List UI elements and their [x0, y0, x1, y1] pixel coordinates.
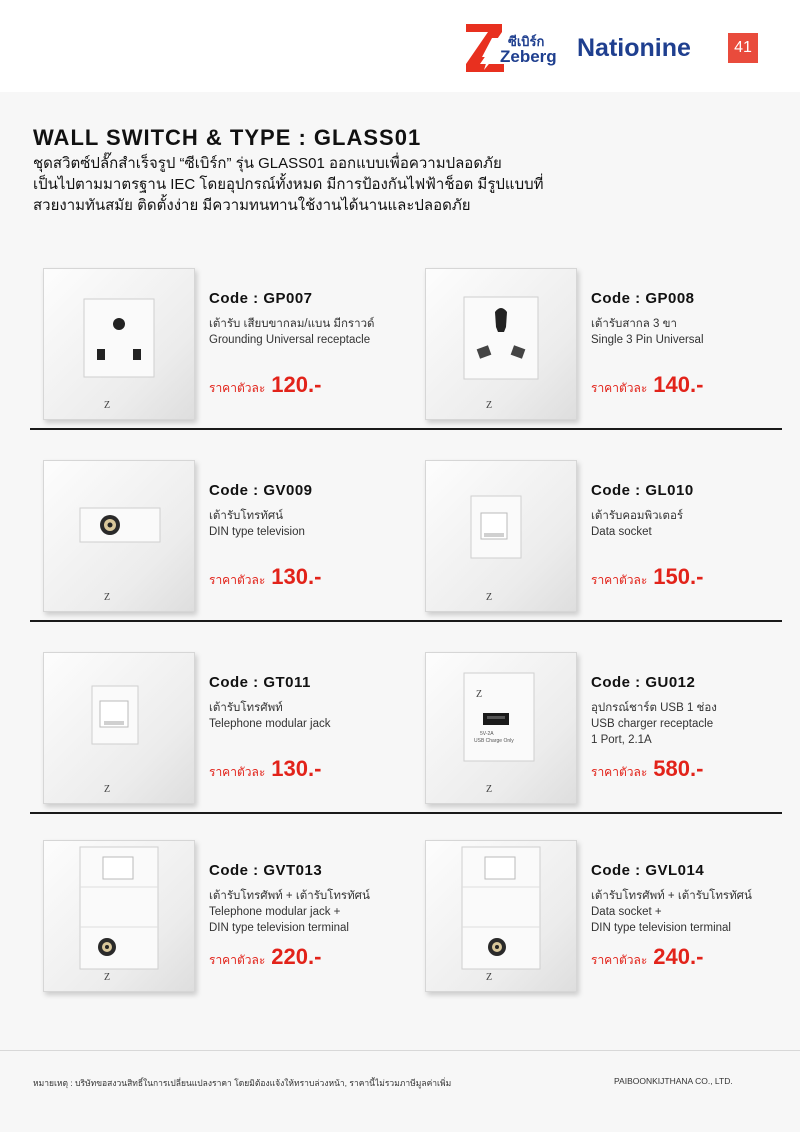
- product-card-gvl014: [425, 840, 795, 1005]
- tel-tv-combo-icon: [44, 841, 194, 991]
- intro-paragraph: [33, 153, 573, 216]
- price-value: 120.-: [271, 372, 322, 397]
- desc-line: อุปกรณ์ชาร์ต USB 1 ช่อง: [591, 702, 717, 714]
- price-value: 130.-: [271, 564, 322, 589]
- product-code: Code : GVT013: [209, 862, 323, 879]
- product-photo: [43, 268, 195, 420]
- product-price: [209, 944, 321, 970]
- product-photo: [43, 460, 195, 612]
- plate-brand-mark: Z: [104, 400, 111, 411]
- price-label: ราคาตัวละ: [209, 953, 266, 967]
- product-price: [209, 372, 321, 398]
- zeberg-logo: [462, 18, 558, 78]
- svg-text:5V-2A: 5V-2A: [480, 731, 494, 737]
- product-photo: [425, 460, 577, 612]
- page-number: 41: [728, 33, 758, 63]
- desc-line: DIN type television: [209, 526, 305, 538]
- product-desc: [591, 316, 704, 348]
- product-desc: [209, 316, 375, 348]
- desc-line: USB charger receptacle: [591, 718, 714, 730]
- price-label: ราคาตัวละ: [209, 573, 266, 587]
- desc-line: DIN type television terminal: [209, 922, 349, 934]
- desc-line: เต้ารับโทรศัพท์: [209, 702, 283, 714]
- price-value: 150.-: [653, 564, 704, 589]
- product-code: Code : GVL014: [591, 862, 705, 879]
- brand-name: Nationine: [577, 34, 691, 62]
- product-desc: [591, 700, 717, 748]
- logo-thai-text: ซีเบิร์ก: [508, 34, 545, 49]
- price-value: 580.-: [653, 756, 704, 781]
- product-photo: [43, 840, 195, 992]
- price-label: ราคาตัวละ: [591, 381, 648, 395]
- svg-text:USB Charge Only: USB Charge Only: [474, 738, 514, 744]
- product-price: [209, 564, 321, 590]
- product-card-gt011: [43, 652, 413, 817]
- product-code: Code : GV009: [209, 482, 313, 499]
- desc-line: Telephone modular jack +: [209, 906, 341, 918]
- plate-brand-mark: Z: [104, 592, 111, 603]
- product-desc: [209, 888, 370, 936]
- price-label: ราคาตัวละ: [209, 765, 266, 779]
- product-price: [591, 372, 703, 398]
- product-desc: [591, 508, 683, 540]
- page-title: WALL SWITCH & TYPE : GLASS01: [33, 125, 422, 150]
- desc-line: เต้ารับโทรศัพท์ + เต้ารับโทรทัศน์: [209, 890, 370, 902]
- plate-brand-mark: Z: [104, 972, 111, 983]
- row-separator: [30, 428, 782, 430]
- product-card-gp008: [425, 268, 795, 433]
- product-code: Code : GP007: [209, 290, 313, 307]
- product-price: [591, 564, 703, 590]
- telephone-jack-icon: [44, 653, 194, 803]
- desc-line: เต้ารับสากล 3 ขา: [591, 318, 677, 330]
- product-code: Code : GP008: [591, 290, 695, 307]
- plate-brand-mark: Z: [486, 400, 493, 411]
- data-socket-icon: [426, 461, 576, 611]
- product-card-gu012: [425, 652, 795, 817]
- row-separator: [30, 812, 782, 814]
- desc-line: เต้ารับ เสียบขากลม/แบน มีกราวด์: [209, 318, 375, 330]
- price-label: ราคาตัวละ: [209, 381, 266, 395]
- desc-line: Telephone modular jack: [209, 718, 331, 730]
- product-photo: [425, 268, 577, 420]
- logo-latin-text: Zeberg: [500, 47, 557, 66]
- intro-line: เป็นไปตามมาตรฐาน IEC โดยอุปกรณ์ทั้งหมด มีการป้องกันไฟฟ้าช็อต มีรูปแบบที่: [33, 176, 544, 193]
- price-label: ราคาตัวละ: [591, 573, 648, 587]
- product-code: Code : GT011: [209, 674, 311, 691]
- product-price: [209, 756, 321, 782]
- product-code: Code : GL010: [591, 482, 694, 499]
- product-price: [591, 756, 703, 782]
- product-card-gl010: [425, 460, 795, 625]
- footer-company: PAIBOONKIJTHANA CO., LTD.: [614, 1076, 733, 1086]
- usb-charger-icon: [426, 653, 576, 803]
- plate-brand-mark: Z: [486, 592, 493, 603]
- row-separator: [30, 620, 782, 622]
- product-desc: [209, 700, 330, 732]
- desc-line: Data socket +: [591, 906, 662, 918]
- product-photo: [425, 840, 577, 992]
- product-code: Code : GU012: [591, 674, 696, 691]
- product-card-gvt013: [43, 840, 413, 1005]
- product-desc: [591, 888, 752, 936]
- product-card-gv009: [43, 460, 413, 625]
- data-tv-combo-icon: [426, 841, 576, 991]
- desc-line: Single 3 Pin Universal: [591, 334, 704, 346]
- desc-line: 1 Port, 2.1A: [591, 734, 652, 746]
- footer-note: หมายเหตุ : บริษัทขอสงวนสิทธิ์ในการเปลี่ยนแปลงราคา โดยมิต้องแจ้งให้ทราบล่วงหน้า, ราคานี้ไม่รวมภาษีมูลค่าเพิ่ม: [33, 1078, 452, 1088]
- product-photo: [43, 652, 195, 804]
- universal-outlet-icon: [426, 269, 576, 419]
- desc-line: เต้ารับคอมพิวเตอร์: [591, 510, 684, 522]
- page-header: [0, 0, 800, 92]
- plate-brand-mark: Z: [476, 689, 483, 700]
- price-value: 240.-: [653, 944, 704, 969]
- desc-line: เต้ารับโทรทัศน์: [209, 510, 284, 522]
- footer-divider: [0, 1050, 800, 1051]
- plate-brand-mark: Z: [486, 972, 493, 983]
- price-label: ราคาตัวละ: [591, 953, 648, 967]
- product-photo: [425, 652, 577, 804]
- price-value: 140.-: [653, 372, 704, 397]
- desc-line: Grounding Universal receptacle: [209, 334, 371, 346]
- price-value: 220.-: [271, 944, 322, 969]
- tv-socket-icon: [44, 461, 194, 611]
- plate-brand-mark: Z: [104, 784, 111, 795]
- grounding-outlet-icon: [44, 269, 194, 419]
- product-price: [591, 944, 703, 970]
- price-label: ราคาตัวละ: [591, 765, 648, 779]
- product-card-gp007: [43, 268, 413, 433]
- desc-line: เต้ารับโทรศัพท์ + เต้ารับโทรทัศน์: [591, 890, 752, 902]
- intro-line: ชุดสวิตซ์ปลั๊กสำเร็จรูป “ซีเบิร์ก” รุ่น GLASS01 ออกแบบเพื่อความปลอดภัย: [33, 155, 502, 172]
- intro-line: สวยงามทันสมัย ติดตั้งง่าย มีความทนทานใช้งานได้นานและปลอดภัย: [33, 197, 471, 214]
- price-value: 130.-: [271, 756, 322, 781]
- product-desc: [209, 508, 305, 540]
- desc-line: Data socket: [591, 526, 652, 538]
- desc-line: DIN type television terminal: [591, 922, 731, 934]
- plate-brand-mark: Z: [486, 784, 493, 795]
